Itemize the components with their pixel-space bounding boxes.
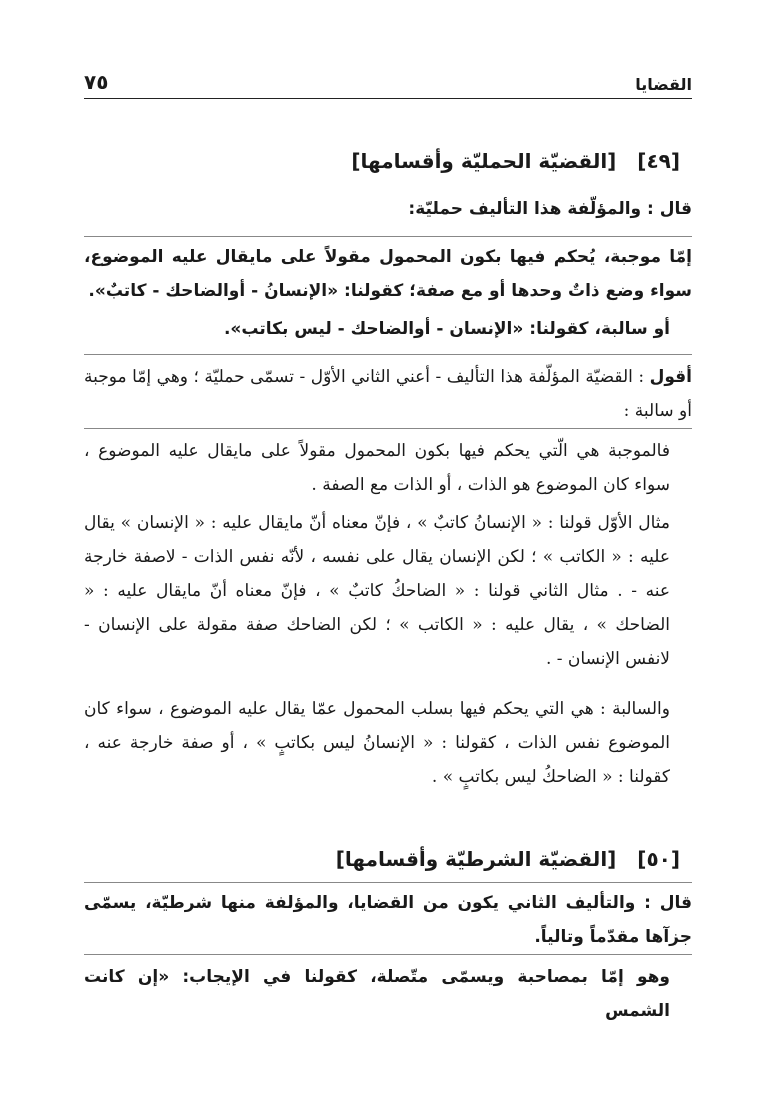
page-number: ٧٥ <box>84 70 109 94</box>
section-49-heading <box>84 146 692 176</box>
section-49-sharh-p3: مثال الأوّل قولنا : « الإنسانُ كاتبٌ » ، فإنّ معناه أنّ مايقال عليه : « الإنسان » يقال عليه : « الكاتب » ؛ لكن الإنسان يقال على نفسه ، لأنّه نفس الذات - لاصفة خارجة عنه - . مثال الثاني قولنا : « الضاحكُ كاتبٌ » ، فإنّ معناه أنّ مايقال عليه : « الضاحك » ، يقال عليه : « الكاتب » ؛ لكن الضاحك صفة مقولة على الإنسان - لانفس الإنسان - . <box>84 513 670 669</box>
section-49-sharh-p2: فالموجبة هي الّتي يحكم فيها بكون المحمول مقولاً على مايقال عليه الموضوع ، سواء كان الموضوع هو الذات ، أو الذات مع الصفة . <box>84 441 670 495</box>
section-49-matn-p2: أو سالبة، كقولنا: «الإنسان - أوالضاحك - ليس بكاتب». <box>223 319 670 339</box>
section-49-sharh-lead: أقول <box>649 367 692 387</box>
section-49-sharh-p4: والسالبة : هي التي يحكم فيها بسلب المحمول عمّا يقال عليه الموضوع ، سواء كان الموضوع نفس الذات ، كقولنا : « الإنسانُ ليس بكاتبٍ » ، أو صفة خارجة عنه ، كقولنا : « الضاحكُ ليس بكاتبٍ » . <box>84 699 670 787</box>
page-header <box>84 62 692 99</box>
section-49-sharh-p1 <box>84 360 692 428</box>
section-49-title: [القضيّة الحمليّة وأقسامها] <box>351 149 617 173</box>
section-50-matn-p1 <box>84 886 692 954</box>
section-49-matn-intro-text: : والمؤلّفة هذا التأليف حمليّة: <box>408 199 654 219</box>
section-49-matn-p1: إمّا موجبة، يُحكم فيها بكون المحمول مقولاً على مايقال عليه الموضوع، سواء وضع ذاتٌ وحدها أو مع صفة؛ كقولنا: «الإنسانُ - أوالضاحك - كاتبٌ». <box>84 247 692 301</box>
running-title: القضايا <box>635 75 692 94</box>
section-49-matn-intro <box>84 192 692 226</box>
section-49-sharh-p1-text: : القضيّة المؤلّفة هذا التأليف - أعني الثاني الأوّل - تسمّى حمليّة ؛ وهي إمّا موجبة أو سالبة : <box>84 367 692 421</box>
section-50-matn-lead: قال <box>659 893 692 913</box>
section-50-title: [القضيّة الشرطيّة وأقسامها] <box>335 847 617 871</box>
section-50-number: [٥٠] <box>637 847 680 871</box>
divider <box>84 954 692 955</box>
divider <box>84 236 692 237</box>
section-50-matn-p2: وهو إمّا بمصاحبة ويسمّى متّصلة، كقولنا في الإيجاب: «إن كانت الشمس <box>84 967 670 1021</box>
divider <box>84 882 692 883</box>
section-50-heading <box>84 844 692 874</box>
section-50-matn-p1-text: : والتأليف الثاني يكون من القضايا، والمؤلفة منها شرطيّة، يسمّى جزآها مقدّماً وتالياً. <box>84 893 692 947</box>
divider <box>84 354 692 355</box>
section-49-matn-lead: قال <box>659 199 692 219</box>
section-49-number: [٤٩] <box>637 149 680 173</box>
divider <box>84 428 692 429</box>
